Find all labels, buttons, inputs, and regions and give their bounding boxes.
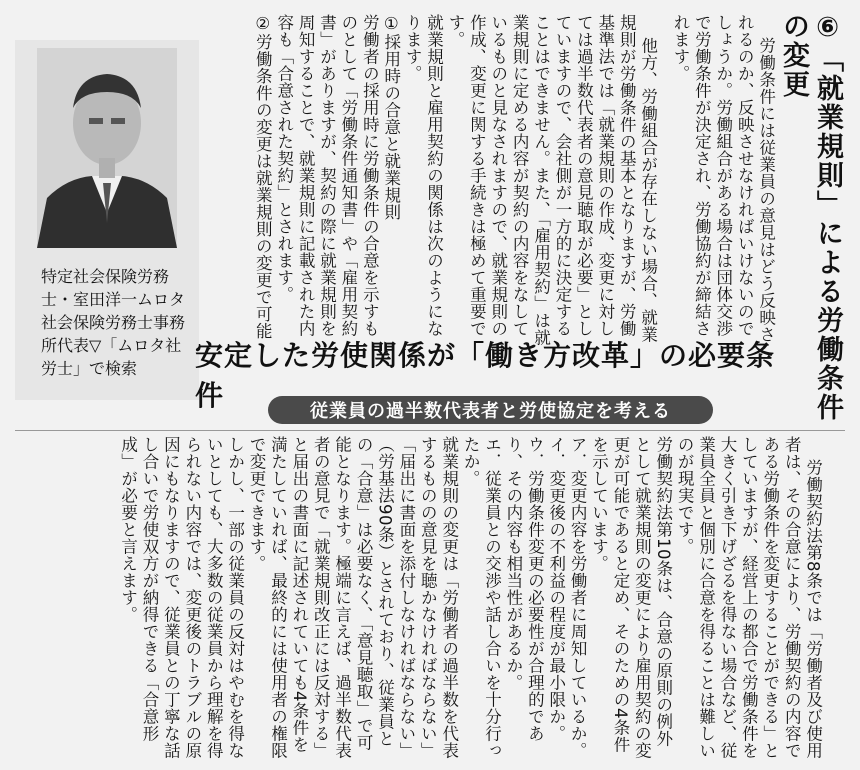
author-photo-box: [15, 40, 199, 400]
headline: 安定した労使関係が「働き方改革」の必要条件: [195, 339, 776, 412]
top-paragraph-1: 労働条件には従業員の意見はどう反映されるのか、反映させなければいけないのでしょうか。労働組合がある場合は団体交渉で労働条件が決定され、労働協約が締結されます。: [670, 14, 776, 343]
title-text: 「就業規則」による労働条件の変更: [778, 12, 843, 422]
author-photo: [37, 48, 177, 248]
bottom-paragraph-5: しかし、一部の従業員の反対はやむを得ないとしても、大多数の従業員から理解を得られない内容では、変更後のトラブルの原因にもなりますので、従業員との丁寧な話し合いで労使双方が納得できる「合意形成」が必要と言えます。: [118, 436, 245, 759]
bottom-paragraph-3: ア．変更内容を労働者に周知しているか。 イ．変更後の不利益の程度が最小限か。 ウ．労働条件変更の必要性が合理的であり、その内容も相当性があるか。 エ．従業員との交渉や話し合いを十分行ったか。: [461, 436, 588, 759]
bottom-paragraph-4: 就業規則の変更は「労働者の過半数を代表するものの意見を聴かなければならない」「届出に書面を添付しなければならない」（労基法90条）とされており、従業員との「合意」は必要なく、「意見聴取」で可能となります。極端に言えば、過半数代表者の意見で「就業規則改正には反対する」と届出の書面に記述されていても4条件を満たしていれば、最終的には使用者の権限で変更できます。: [247, 436, 459, 759]
top-body-part-2: [200, 14, 680, 349]
bottom-paragraph-1: 労働契約法第8条では「労働者及び使用者は、その合意により、労働契約の内容である労働条件を変更することができる」としていますが、経営上の都合で労働条件を大きく引き下げざるを得ない場合など、従業員全員と個別に合意を得ることは難しいのが現実です。: [675, 436, 823, 759]
top-paragraph-3: 就業規則と雇用契約の関係は次のようになります。: [403, 14, 444, 337]
top-paragraph-2: 他方、労働組合が存在しない場合、就業規則が労働条件の基本となりますが、労働基準法では「就業規則の作成、変更に対しては過半数代表者の意見聴取が必要」としていますので、会社側が一方的に決定することはできません。また、「雇用契約」は就業規則に定める内容が契約の内容をなしているものと見なされますので、就業規則の作成、変更に関する手続きは極めて重要です。: [445, 14, 658, 346]
title-number: ⑥: [812, 12, 843, 45]
bottom-body: [15, 436, 845, 761]
author-caption: 特定社会保険労務士・室田洋一ムロタ社会保険労務士事務所代表▽「ムロタ社労士」で検索: [41, 267, 186, 378]
bottom-paragraph-2: 労働契約法第10条は、合意の原則の例外として就業規則の変更により雇用契約の変更が可能であると定め、そのための4条件を示しています。: [589, 436, 673, 759]
subheadline: 従業員の過半数代表者と労使協定を考える: [268, 396, 713, 424]
section-divider: [15, 430, 845, 431]
top-paragraph-5: ②労働条件の変更は就業規則の変更で可能: [253, 14, 273, 340]
top-paragraph-4: ①採用時の合意と就業規則 労働者の採用時に労働条件の合意を示すものとして「労働条件通知書」や「雇用契約書」がありますが、契約の際に就業規則を周知することで、就業規則に記載された内容も「合意された契約」とされます。: [274, 14, 401, 337]
